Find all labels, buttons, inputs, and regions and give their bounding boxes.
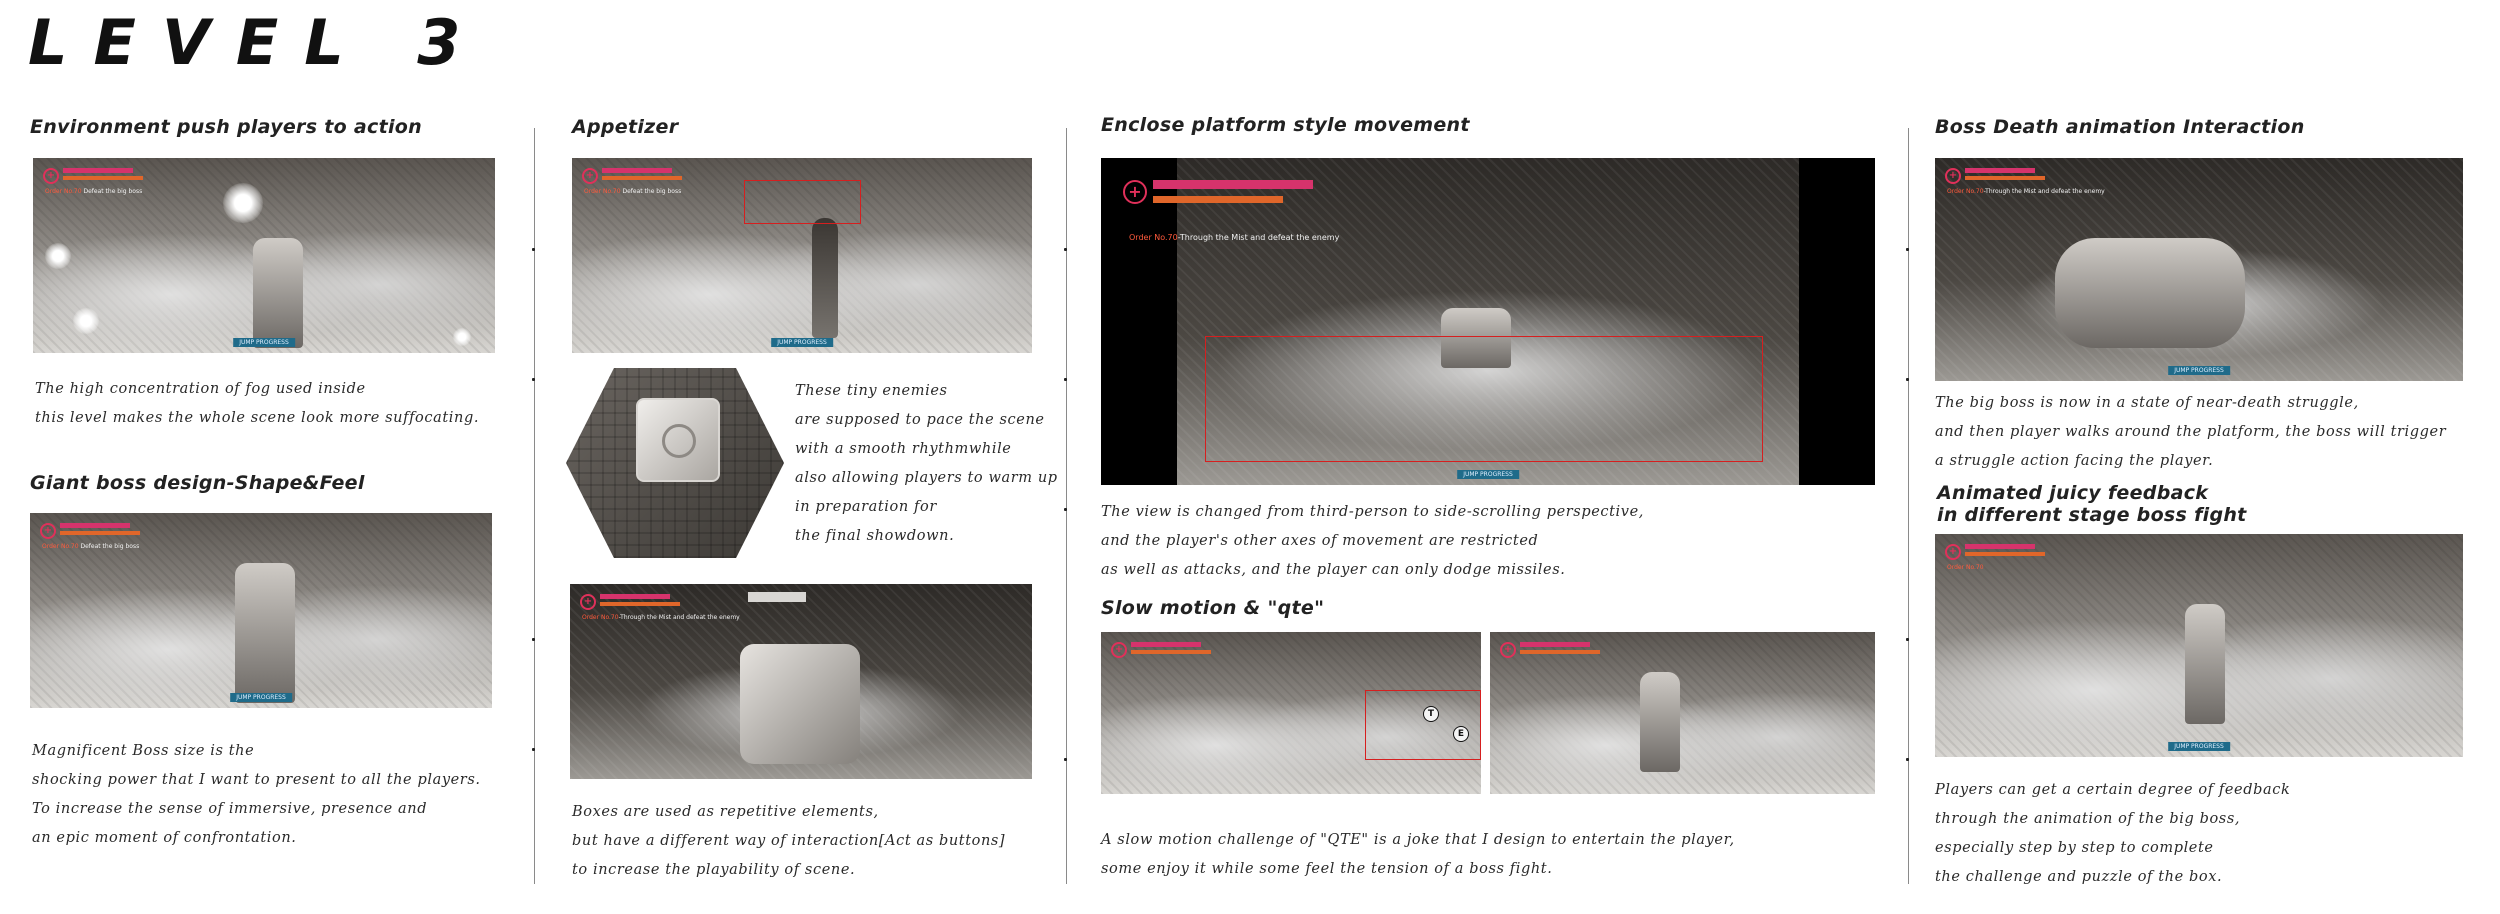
hud-order-text: Order No.70 — [1947, 564, 1984, 571]
button-box — [740, 644, 860, 764]
hud-order-text: Order No.70-Through the Mist and defeat the enemy — [1129, 233, 1340, 242]
column-divider-2 — [1066, 128, 1067, 884]
hud-order-text: Order No.70-Through the Mist and defeat the enemy — [1947, 188, 2105, 195]
energy-bar — [60, 531, 140, 535]
platform-highlight-box — [1205, 336, 1763, 462]
light-orb — [73, 308, 99, 334]
boss-figure — [1640, 672, 1680, 772]
health-bar — [1965, 168, 2035, 173]
slow-motion-description: A slow motion challenge of "QTE" is a joke that I design to entertain the player, some enjoy it while some feel the tension of a boss fight. — [1101, 832, 1735, 877]
boss-death-description: The big boss is now in a state of near-death struggle, and then player walks around the platform, the boss will trigger a struggle action facing the player. — [1935, 395, 2447, 469]
boss-death-screenshot — [1935, 158, 2463, 381]
energy-bar — [1965, 176, 2045, 180]
side-scrolling-screenshot — [1101, 158, 1875, 485]
health-bar — [63, 168, 133, 173]
boxes-description: Boxes are used as repetitive elements, but have a different way of interaction[Act as buttons] to increase the playability of scene. — [572, 804, 1006, 878]
column-divider-1 — [534, 128, 535, 884]
hud-order-text: Order No.70 Defeat the big boss — [45, 188, 143, 195]
health-bar — [1965, 544, 2035, 549]
light-orb — [453, 328, 471, 346]
health-bar — [60, 523, 130, 528]
health-icon: + — [1123, 180, 1147, 204]
jump-prompt: JUMP PROGRESS — [2168, 366, 2230, 375]
tiny-enemies-description: These tiny enemies are supposed to pace the scene with a smooth rhythmwhile also allowing players to warm up in preparation for the final showdown. — [795, 383, 1058, 544]
juicy-feedback-heading: Animated juicy feedback in different stage boss fight — [1937, 482, 2247, 526]
health-icon: + — [582, 168, 598, 184]
juicy-feedback-description: Players can get a certain degree of feedback through the animation of the big boss, especially step by step to complete the challenge and puzzle of the box. — [1935, 782, 2291, 885]
qte-screenshot-2 — [1490, 632, 1875, 794]
health-icon: + — [43, 168, 59, 184]
boss-figure — [2055, 238, 2245, 348]
health-icon: + — [1500, 642, 1516, 658]
qte-key-e: E — [1453, 726, 1469, 742]
appetizer-screenshot — [572, 158, 1032, 353]
enclose-platform-description: The view is changed from third-person to side-scrolling perspective, and the player's other axes of movement are restricted as well as attacks, and the player can only dodge missiles. — [1101, 504, 1644, 578]
enemy-highlight-box — [744, 180, 861, 224]
boss-figure — [253, 238, 303, 348]
environment-heading: Environment push players to action — [30, 116, 422, 138]
appetizer-heading: Appetizer — [572, 116, 679, 138]
box-interaction-screenshot — [570, 584, 1032, 779]
health-bar — [602, 168, 672, 173]
health-icon: + — [1111, 642, 1127, 658]
light-orb — [45, 243, 71, 269]
hud-order-text: Order No.70 Defeat the big boss — [42, 543, 140, 550]
health-icon: + — [1945, 544, 1961, 560]
health-bar — [600, 594, 670, 599]
energy-bar — [602, 176, 682, 180]
enemy-cube — [636, 398, 720, 482]
player-figure — [812, 218, 838, 338]
jump-prompt: JUMP PROGRESS — [2168, 742, 2230, 751]
jump-prompt: JUMP PROGRESS — [233, 338, 295, 347]
hud-order-text: Order No.70-Through the Mist and defeat the enemy — [582, 614, 740, 621]
letterbox-right — [1799, 158, 1875, 485]
energy-bar — [600, 602, 680, 606]
juicy-feedback-screenshot — [1935, 534, 2463, 757]
environment-screenshot — [33, 158, 495, 353]
boss-figure — [235, 563, 295, 703]
jump-prompt: JUMP PROGRESS — [230, 693, 292, 702]
enclose-platform-heading: Enclose platform style movement — [1101, 114, 1470, 136]
health-icon: + — [1945, 168, 1961, 184]
health-bar — [1131, 642, 1201, 647]
jump-prompt: JUMP PROGRESS — [1457, 470, 1519, 479]
energy-bar — [63, 176, 143, 180]
environment-description: The high concentration of fog used inside this level makes the whole scene look more suffocating. — [35, 381, 480, 426]
energy-bar — [1965, 552, 2045, 556]
slow-motion-heading: Slow motion & "qte" — [1101, 597, 1325, 619]
giant-boss-heading: Giant boss design-Shape&Feel — [30, 472, 365, 494]
health-icon: + — [40, 523, 56, 539]
column-divider-3 — [1908, 128, 1909, 884]
light-orb — [223, 183, 263, 223]
hud-order-text: Order No.70 Defeat the big boss — [584, 188, 682, 195]
qte-screenshot-1 — [1101, 632, 1481, 794]
tiny-enemy-closeup — [566, 368, 784, 558]
health-bar — [1153, 180, 1313, 189]
health-icon: + — [580, 594, 596, 610]
energy-bar — [1153, 196, 1283, 203]
boss-figure — [2185, 604, 2225, 724]
energy-bar — [1520, 650, 1600, 654]
jump-prompt: JUMP PROGRESS — [771, 338, 833, 347]
page-title: LEVEL 3 — [28, 6, 487, 79]
objective-bar — [748, 592, 806, 602]
qte-highlight-box — [1365, 690, 1481, 760]
giant-boss-screenshot — [30, 513, 492, 708]
letterbox-left — [1101, 158, 1177, 485]
qte-key-t: T — [1423, 706, 1439, 722]
energy-bar — [1131, 650, 1211, 654]
giant-boss-description: Magnificent Boss size is the shocking power that I want to present to all the players. To increase the sense of immersive, presence and an epic moment of confrontation. — [32, 743, 481, 846]
boss-death-heading: Boss Death animation Interaction — [1935, 116, 2305, 138]
health-bar — [1520, 642, 1590, 647]
